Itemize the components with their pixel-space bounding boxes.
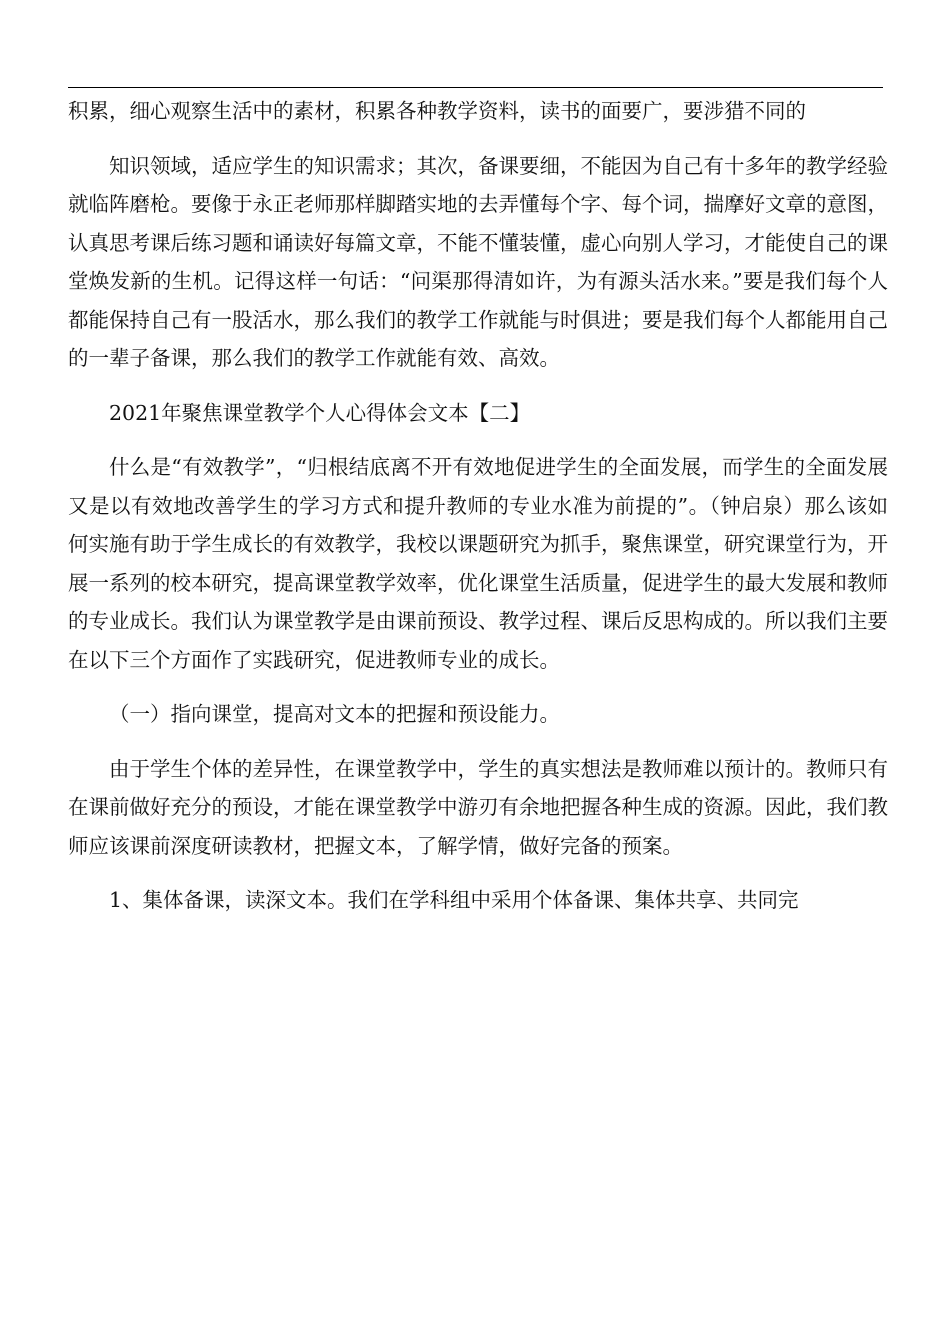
paragraph-gap xyxy=(68,432,888,448)
paragraph-gap xyxy=(68,865,888,881)
paragraph-student-differences: 由于学生个体的差异性，在课堂教学中，学生的真实想法是教师难以预计的。教师只有在课前做好充分的预设，才能在课堂教学中游刃有余地把握各种生成的资源。因此，我们教师应该课前深度研读教材，把握文本，了解学情，做好完备的预案。 xyxy=(68,756,888,858)
paragraph-effective-teaching: 什么是“有效教学”，“归根结底离不开有效地促进学生的全面发展，而学生的全面发展又是以有效地改善学生的学习方式和提升教师的专业水准为前提的”。（钟启泉）那么该如何实施有助于学生成长的有效教学，我校以课题研究为抓手，聚焦课堂，研究课堂行为，开展一系列的校本研究，提高课堂教学效率，优化课堂生活质量，促进学生的最大发展和教师的专业成长。我们认为课堂教学是由课前预设、教学过程、课后反思构成的。所以我们主要在以下三个方面作了实践研究，促进教师专业的成长。 xyxy=(68,455,888,672)
document-body xyxy=(68,92,888,920)
paragraph-gap xyxy=(68,679,888,695)
paragraph-gap xyxy=(68,131,888,147)
subsection-heading: （一）指向课堂，提高对文本的把握和预设能力。 xyxy=(109,702,560,726)
paragraph-gap xyxy=(68,734,888,750)
paragraph-continuation: 积累，细心观察生活中的素材，积累各种教学资料，读书的面要广，要涉猎不同的 xyxy=(68,99,806,123)
header-rule xyxy=(68,87,883,88)
paragraph-lesson-preparation: 知识领域，适应学生的知识需求；其次，备课要细，不能因为自己有十多年的教学经验就临阵磨枪。要像于永正老师那样脚踏实地的去弄懂每个字、每个词，揣摩好文章的意图，认真思考课后练习题和诵读好每篇文章，不能不懂装懂，虚心向别人学习，才能使自己的课堂焕发新的生机。记得这样一句话：“问渠那得清如许，为有源头活水来。”要是我们每个人都能保持自己有一股活水，那么我们的教学工作就能与时俱进；要是我们每个人都能用自己的一辈子备课，那么我们的教学工作就能有效、高效。 xyxy=(68,153,888,370)
section-heading: 2021年聚焦课堂教学个人心得体会文本【二】 xyxy=(109,400,531,425)
paragraph-collective-preparation: 1、集体备课，读深文本。我们在学科组中采用个体备课、集体共享、共同完 xyxy=(109,888,799,912)
paragraph-gap xyxy=(68,378,888,394)
